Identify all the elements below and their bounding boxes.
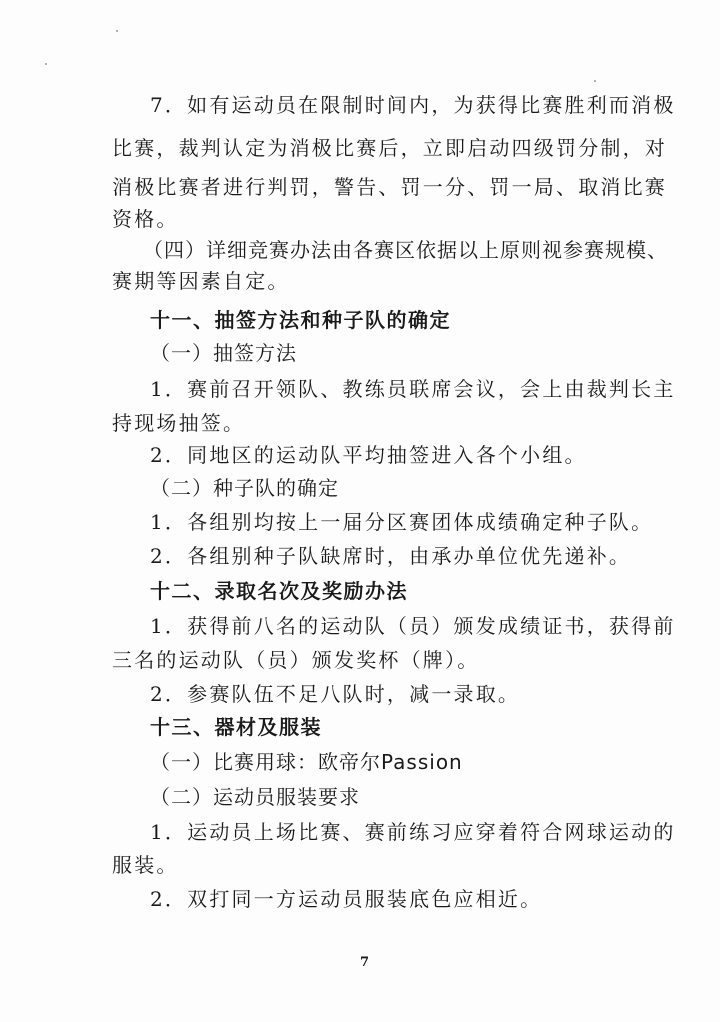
subsection-heading: （二）运动员服装要求 xyxy=(150,785,360,809)
paragraph-line: 赛期等因素自定。 xyxy=(112,269,290,293)
paragraph-line: 1．各组别均按上一届分区赛团体成绩确定种子队。 xyxy=(150,510,654,534)
paragraph-line: 资格。 xyxy=(112,207,179,231)
paragraph-line: 服装。 xyxy=(112,853,179,877)
paragraph-line: 2．各组别种子队缺席时，由承办单位优先递补。 xyxy=(150,544,632,568)
paragraph-line: 7．如有运动员在限制时间内，为获得比赛胜利而消极 xyxy=(150,93,676,117)
paragraph-line: （四）详细竞赛办法由各赛区依据以上原则视参赛规模、 xyxy=(143,238,668,262)
paragraph-line: 2．参赛队伍不足八队时，减一录取。 xyxy=(150,682,521,706)
paragraph-line: 比赛，裁判认定为消极比赛后，立即启动四级罚分制，对 xyxy=(112,136,667,160)
section-heading-13: 十三、器材及服装 xyxy=(150,715,322,739)
paragraph-line: 2．双打同一方运动员服装底色应相近。 xyxy=(150,887,543,911)
paragraph-line: 持现场抽签。 xyxy=(112,411,246,435)
paragraph-line: 三名的运动队（员）颁发奖杯（牌）。 xyxy=(112,648,480,672)
scan-speck xyxy=(45,63,47,65)
paragraph-line: 消极比赛者进行判罚，警告、罚一分、罚一局、取消比赛 xyxy=(112,175,667,199)
paragraph-line: 1．赛前召开领队、教练员联席会议，会上由裁判长主 xyxy=(150,377,676,401)
paragraph-line: 1．获得前八名的运动队（员）颁发成绩证书，获得前 xyxy=(150,614,676,638)
paragraph-line: 2．同地区的运动队平均抽签进入各个小组。 xyxy=(150,443,587,467)
paragraph-line: 1．运动员上场比赛、赛前练习应穿着符合网球运动的 xyxy=(150,820,676,844)
scan-speck xyxy=(594,80,596,82)
subsection-heading: （二）种子队的确定 xyxy=(150,476,339,500)
section-heading-11: 十一、抽签方法和种子队的确定 xyxy=(150,308,451,332)
section-heading-12: 十二、录取名次及奖励办法 xyxy=(150,579,408,603)
page-number: 7 xyxy=(360,955,370,970)
subsection-heading: （一）抽签方法 xyxy=(150,341,297,365)
subsection-heading: （一）比赛用球：欧帝尔Passion xyxy=(150,750,463,774)
scan-speck xyxy=(116,30,118,32)
